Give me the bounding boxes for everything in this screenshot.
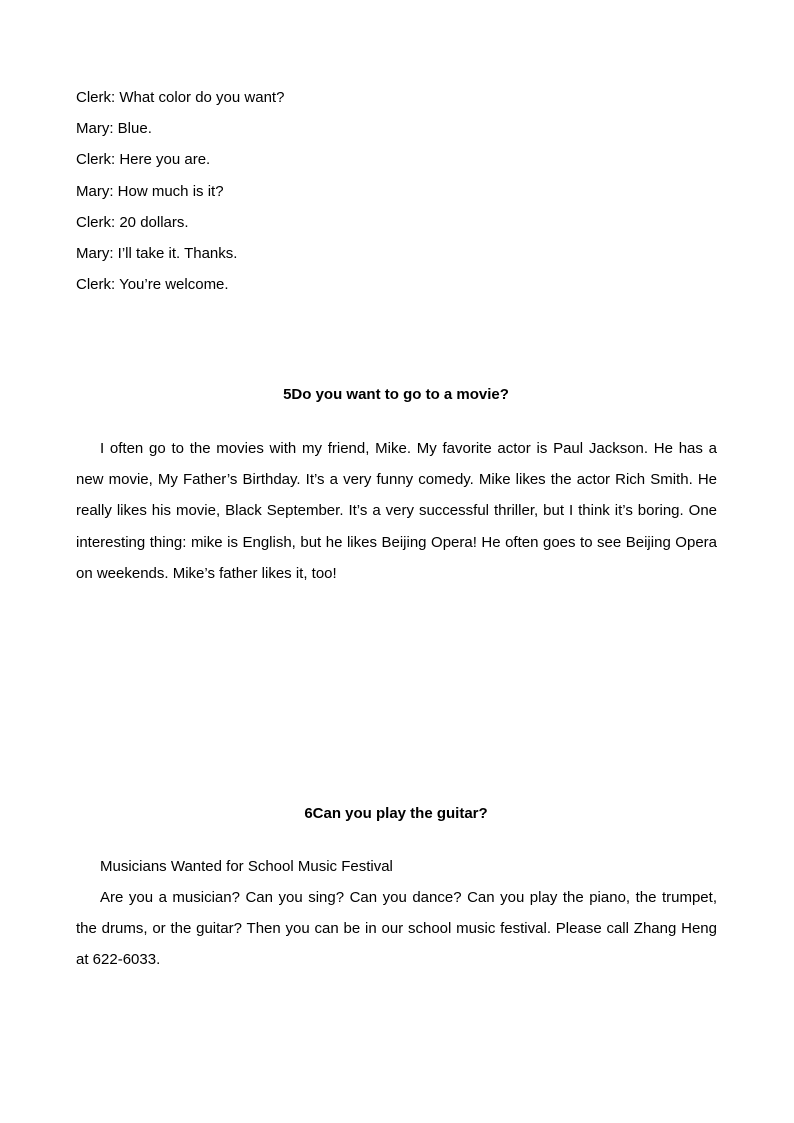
- section-5-title: 5Do you want to go to a movie?: [283, 386, 509, 403]
- section-5-paragraph: I often go to the movies with my friend, Mike. My favorite actor is Paul Jackson. He has a new movie, My Father’s Birthday. It’s a very funny comedy. Mike likes the actor Rich Smith. He really likes his movie, Black September. It’s a very successful thriller, but I think it’s boring. One interesting thing: mike is English, but he likes Beijing Opera! He often goes to see Beijing Opera on weekends. Mike’s father likes it, too!: [76, 440, 717, 582]
- clerk-mary-dialogue: [76, 82, 716, 300]
- section-6-paragraph: Are you a musician? Can you sing? Can you dance? Can you play the piano, the trumpet, the drums, or the guitar? Then you can be in our school music festival. Please call Zhang Heng at 622-6033.: [76, 889, 717, 969]
- dialogue-line: Mary: How much is it?: [76, 182, 224, 200]
- dialogue-line: Clerk: 20 dollars.: [76, 213, 189, 231]
- section-6-title: 6Can you play the guitar?: [304, 805, 488, 822]
- dialogue-line: Clerk: What color do you want?: [76, 89, 285, 106]
- section-6-subtitle: Musicians Wanted for School Music Festival: [100, 858, 393, 875]
- dialogue-line: Clerk: You’re welcome.: [76, 276, 229, 294]
- dialogue-line: Mary: I’ll take it. Thanks.: [76, 244, 238, 262]
- dialogue-line: Clerk: Here you are.: [76, 151, 211, 169]
- dialogue-line: Mary: Blue.: [76, 120, 152, 138]
